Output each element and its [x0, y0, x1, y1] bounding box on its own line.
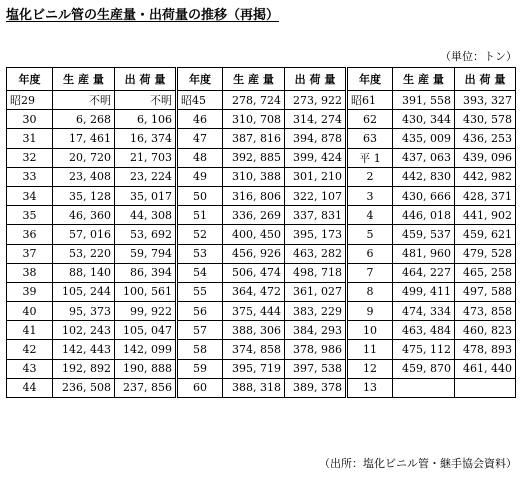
- year-cell: 35: [7, 206, 53, 225]
- table-row: [7, 91, 516, 110]
- shipment-cell: 301, 210: [285, 167, 347, 186]
- shipment-cell: 23, 224: [115, 167, 177, 186]
- shipment-cell: 441, 902: [455, 206, 516, 225]
- shipment-cell: 393, 327: [455, 91, 516, 110]
- year-cell: 13: [347, 378, 393, 397]
- page-title: 塩化ビニル管の生産量・出荷量の推移（再掲）: [6, 8, 280, 23]
- table-row: [7, 148, 516, 167]
- production-cell: 57, 016: [53, 225, 115, 244]
- shipment-cell: 100, 561: [115, 282, 177, 301]
- production-cell: 446, 018: [393, 206, 455, 225]
- shipment-cell: 361, 027: [285, 282, 347, 301]
- year-cell: 2: [347, 167, 393, 186]
- year-cell: 昭29: [7, 91, 53, 110]
- production-shipment-table: [6, 67, 516, 398]
- production-cell: 474, 334: [393, 302, 455, 321]
- production-cell: 475, 112: [393, 340, 455, 359]
- table-row: [7, 129, 516, 148]
- shipment-cell: 436, 253: [455, 129, 516, 148]
- shipment-cell: 428, 371: [455, 186, 516, 205]
- year-cell: 10: [347, 321, 393, 340]
- production-cell: 336, 269: [223, 206, 285, 225]
- production-cell: 95, 373: [53, 302, 115, 321]
- production-cell: 364, 472: [223, 282, 285, 301]
- production-cell: 463, 484: [393, 321, 455, 340]
- year-cell: 36: [7, 225, 53, 244]
- shipment-cell: 314, 274: [285, 110, 347, 129]
- table-row: [7, 244, 516, 263]
- production-cell: 310, 388: [223, 167, 285, 186]
- shipment-cell: 16, 374: [115, 129, 177, 148]
- shipment-cell: 190, 888: [115, 359, 177, 378]
- year-cell: 5: [347, 225, 393, 244]
- shipment-cell: 21, 703: [115, 148, 177, 167]
- production-cell: 391, 558: [393, 91, 455, 110]
- production-cell: 142, 443: [53, 340, 115, 359]
- production-cell: 442, 830: [393, 167, 455, 186]
- header-production: 生 産 量: [53, 68, 115, 91]
- table-body: [7, 91, 516, 398]
- shipment-cell: 399, 424: [285, 148, 347, 167]
- year-cell: 38: [7, 263, 53, 282]
- shipment-cell: 384, 293: [285, 321, 347, 340]
- production-cell: 53, 220: [53, 244, 115, 263]
- production-cell: 20, 720: [53, 148, 115, 167]
- production-cell: 35, 128: [53, 186, 115, 205]
- year-cell: 42: [7, 340, 53, 359]
- shipment-cell: 498, 718: [285, 263, 347, 282]
- year-cell: 57: [177, 321, 223, 340]
- production-cell: 278, 724: [223, 91, 285, 110]
- year-cell: 12: [347, 359, 393, 378]
- shipment-cell: 397, 538: [285, 359, 347, 378]
- table-row: [7, 302, 516, 321]
- year-cell: 55: [177, 282, 223, 301]
- shipment-cell: 142, 099: [115, 340, 177, 359]
- shipment-cell: 465, 258: [455, 263, 516, 282]
- production-cell: 105, 244: [53, 282, 115, 301]
- production-cell: 23, 408: [53, 167, 115, 186]
- year-cell: 30: [7, 110, 53, 129]
- table-row: [7, 378, 516, 397]
- production-cell: 316, 806: [223, 186, 285, 205]
- year-cell: 39: [7, 282, 53, 301]
- shipment-cell: 497, 588: [455, 282, 516, 301]
- shipment-cell: 463, 282: [285, 244, 347, 263]
- header-production: 生 産 量: [393, 68, 455, 91]
- shipment-cell: 105, 047: [115, 321, 177, 340]
- header-shipment: 出 荷 量: [285, 68, 347, 91]
- production-cell: 481, 960: [393, 244, 455, 263]
- shipment-cell: [455, 378, 516, 397]
- year-cell: 昭61: [347, 91, 393, 110]
- production-cell: 464, 227: [393, 263, 455, 282]
- production-cell: 236, 508: [53, 378, 115, 397]
- year-cell: 7: [347, 263, 393, 282]
- production-cell: 459, 870: [393, 359, 455, 378]
- shipment-cell: 479, 528: [455, 244, 516, 263]
- production-cell: 374, 858: [223, 340, 285, 359]
- table-header-row: [7, 68, 516, 91]
- shipment-cell: 473, 858: [455, 302, 516, 321]
- header-shipment: 出 荷 量: [115, 68, 177, 91]
- production-cell: 17, 461: [53, 129, 115, 148]
- year-cell: 4: [347, 206, 393, 225]
- year-cell: 41: [7, 321, 53, 340]
- shipment-cell: 99, 922: [115, 302, 177, 321]
- production-cell: 388, 306: [223, 321, 285, 340]
- year-cell: 52: [177, 225, 223, 244]
- production-cell: [393, 378, 455, 397]
- shipment-cell: 322, 107: [285, 186, 347, 205]
- year-cell: 60: [177, 378, 223, 397]
- shipment-cell: 44, 308: [115, 206, 177, 225]
- shipment-cell: 460, 823: [455, 321, 516, 340]
- shipment-cell: 430, 578: [455, 110, 516, 129]
- year-cell: 53: [177, 244, 223, 263]
- shipment-cell: 439, 096: [455, 148, 516, 167]
- production-cell: 6, 268: [53, 110, 115, 129]
- production-cell: 506, 474: [223, 263, 285, 282]
- year-cell: 56: [177, 302, 223, 321]
- year-cell: 59: [177, 359, 223, 378]
- shipment-cell: 442, 982: [455, 167, 516, 186]
- production-cell: 310, 708: [223, 110, 285, 129]
- year-cell: 51: [177, 206, 223, 225]
- header-shipment: 出 荷 量: [455, 68, 516, 91]
- year-cell: 49: [177, 167, 223, 186]
- year-cell: 43: [7, 359, 53, 378]
- table-row: [7, 263, 516, 282]
- year-cell: 9: [347, 302, 393, 321]
- production-cell: 192, 892: [53, 359, 115, 378]
- production-cell: 395, 719: [223, 359, 285, 378]
- year-cell: 31: [7, 129, 53, 148]
- header-year: 年度: [177, 68, 223, 91]
- shipment-cell: 394, 878: [285, 129, 347, 148]
- shipment-cell: 478, 893: [455, 340, 516, 359]
- table-row: [7, 110, 516, 129]
- shipment-cell: 86, 394: [115, 263, 177, 282]
- table-row: [7, 321, 516, 340]
- table-row: [7, 167, 516, 186]
- production-cell: 375, 444: [223, 302, 285, 321]
- year-cell: 8: [347, 282, 393, 301]
- year-cell: 44: [7, 378, 53, 397]
- table-row: [7, 186, 516, 205]
- year-cell: 47: [177, 129, 223, 148]
- year-cell: 平 1: [347, 148, 393, 167]
- table-row: [7, 225, 516, 244]
- year-cell: 46: [177, 110, 223, 129]
- production-cell: 456, 926: [223, 244, 285, 263]
- header-production: 生 産 量: [223, 68, 285, 91]
- table-row: [7, 340, 516, 359]
- production-cell: 430, 344: [393, 110, 455, 129]
- production-cell: 499, 411: [393, 282, 455, 301]
- shipment-cell: 461, 440: [455, 359, 516, 378]
- shipment-cell: 273, 922: [285, 91, 347, 110]
- shipment-cell: 383, 229: [285, 302, 347, 321]
- production-cell: 459, 537: [393, 225, 455, 244]
- shipment-cell: 6, 106: [115, 110, 177, 129]
- production-cell: 387, 816: [223, 129, 285, 148]
- shipment-cell: 59, 794: [115, 244, 177, 263]
- year-cell: 33: [7, 167, 53, 186]
- production-cell: 388, 318: [223, 378, 285, 397]
- shipment-cell: 不明: [115, 91, 177, 110]
- year-cell: 40: [7, 302, 53, 321]
- year-cell: 3: [347, 186, 393, 205]
- year-cell: 63: [347, 129, 393, 148]
- production-cell: 不明: [53, 91, 115, 110]
- shipment-cell: 337, 831: [285, 206, 347, 225]
- production-cell: 392, 885: [223, 148, 285, 167]
- unit-label: （単位：トン）: [440, 50, 517, 63]
- shipment-cell: 395, 173: [285, 225, 347, 244]
- year-cell: 62: [347, 110, 393, 129]
- shipment-cell: 378, 986: [285, 340, 347, 359]
- shipment-cell: 389, 378: [285, 378, 347, 397]
- header-year: 年度: [7, 68, 53, 91]
- production-cell: 437, 063: [393, 148, 455, 167]
- year-cell: 11: [347, 340, 393, 359]
- year-cell: 37: [7, 244, 53, 263]
- shipment-cell: 459, 621: [455, 225, 516, 244]
- table-row: [7, 206, 516, 225]
- year-cell: 34: [7, 186, 53, 205]
- year-cell: 50: [177, 186, 223, 205]
- year-cell: 6: [347, 244, 393, 263]
- year-cell: 32: [7, 148, 53, 167]
- production-cell: 46, 360: [53, 206, 115, 225]
- year-cell: 48: [177, 148, 223, 167]
- production-cell: 430, 666: [393, 186, 455, 205]
- header-year: 年度: [347, 68, 393, 91]
- production-cell: 435, 009: [393, 129, 455, 148]
- year-cell: 58: [177, 340, 223, 359]
- shipment-cell: 53, 692: [115, 225, 177, 244]
- shipment-cell: 237, 856: [115, 378, 177, 397]
- production-cell: 400, 450: [223, 225, 285, 244]
- production-cell: 88, 140: [53, 263, 115, 282]
- table-row: [7, 359, 516, 378]
- table-row: [7, 282, 516, 301]
- source-note: （出所：塩化ビニル管・継手協会資料）: [319, 457, 517, 470]
- shipment-cell: 35, 017: [115, 186, 177, 205]
- year-cell: 昭45: [177, 91, 223, 110]
- year-cell: 54: [177, 263, 223, 282]
- production-cell: 102, 243: [53, 321, 115, 340]
